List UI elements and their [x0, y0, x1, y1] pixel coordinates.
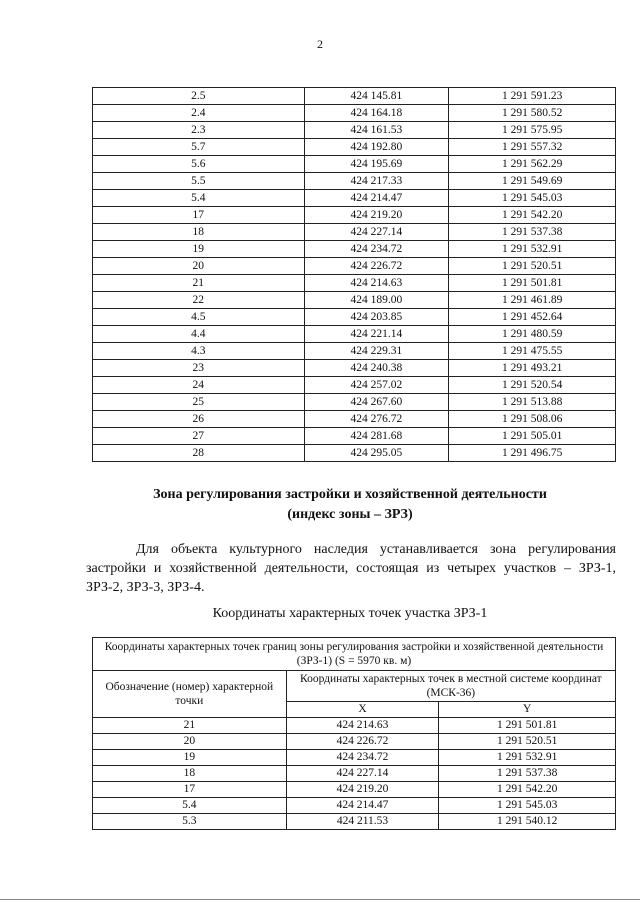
zrz1-row — [93, 782, 616, 798]
point-number: 5.3 — [93, 814, 287, 830]
point-number: 5.5 — [93, 173, 305, 190]
x-coordinate: 424 214.47 — [286, 798, 439, 814]
y-coordinate: 1 291 501.81 — [449, 275, 616, 292]
zrz1-row — [93, 814, 616, 830]
coordinates-row — [93, 105, 616, 122]
y-coordinate: 1 291 532.91 — [439, 750, 616, 766]
coordinates-row — [93, 292, 616, 309]
zone-title: Зона регулирования застройки и хозяйственной деятельности — [153, 487, 547, 502]
zrz1-row — [93, 750, 616, 766]
y-coordinate: 1 291 496.75 — [449, 445, 616, 462]
x-coordinate: 424 189.00 — [304, 292, 449, 309]
y-coordinate: 1 291 520.51 — [439, 734, 616, 750]
column-header-x: X — [286, 702, 439, 718]
zrz1-row — [93, 734, 616, 750]
point-number: 17 — [93, 207, 305, 224]
coordinates-row — [93, 156, 616, 173]
point-number: 20 — [93, 258, 305, 275]
zrz1-table-title: Координаты характерных точек границ зоны регулирования застройки и хозяйственной деятельности (ЗРЗ-1) (S = 5970 кв. м) — [93, 638, 616, 671]
zrz1-row — [93, 718, 616, 734]
zrz1-coordinates-table — [92, 637, 616, 830]
y-coordinate: 1 291 542.20 — [449, 207, 616, 224]
y-coordinate: 1 291 540.12 — [439, 814, 616, 830]
point-number: 21 — [93, 275, 305, 292]
point-number: 2.4 — [93, 105, 305, 122]
point-number: 5.7 — [93, 139, 305, 156]
coordinates-row — [93, 88, 616, 105]
y-coordinate: 1 291 501.81 — [439, 718, 616, 734]
point-number: 2.3 — [93, 122, 305, 139]
coordinates-row — [93, 275, 616, 292]
zrz1-row — [93, 766, 616, 782]
coordinates-row — [93, 241, 616, 258]
point-number: 18 — [93, 766, 287, 782]
y-coordinate: 1 291 513.88 — [449, 394, 616, 411]
zrz1-table-body — [93, 718, 616, 830]
y-coordinate: 1 291 591.23 — [449, 88, 616, 105]
coordinates-row — [93, 309, 616, 326]
y-coordinate: 1 291 505.01 — [449, 428, 616, 445]
point-number: 4.5 — [93, 309, 305, 326]
point-number: 26 — [93, 411, 305, 428]
x-coordinate: 424 267.60 — [304, 394, 449, 411]
coordinates-row — [93, 173, 616, 190]
x-coordinate: 424 211.53 — [286, 814, 439, 830]
y-coordinate: 1 291 562.29 — [449, 156, 616, 173]
y-coordinate: 1 291 532.91 — [449, 241, 616, 258]
y-coordinate: 1 291 545.03 — [439, 798, 616, 814]
point-number: 28 — [93, 445, 305, 462]
coordinates-table-body — [93, 88, 616, 462]
x-coordinate: 424 203.85 — [304, 309, 449, 326]
x-coordinate: 424 234.72 — [304, 241, 449, 258]
coordinates-row — [93, 207, 616, 224]
x-coordinate: 424 295.05 — [304, 445, 449, 462]
coordinates-row — [93, 377, 616, 394]
x-coordinate: 424 217.33 — [304, 173, 449, 190]
coordinates-table-continued — [92, 87, 616, 462]
y-coordinate: 1 291 575.95 — [449, 122, 616, 139]
y-coordinate: 1 291 537.38 — [449, 224, 616, 241]
zrz1-row — [93, 798, 616, 814]
zone-index: (индекс зоны – ЗРЗ) — [287, 507, 413, 522]
point-number: 20 — [93, 734, 287, 750]
coordinates-row — [93, 343, 616, 360]
x-coordinate: 424 219.20 — [304, 207, 449, 224]
y-coordinate: 1 291 549.69 — [449, 173, 616, 190]
y-coordinate: 1 291 520.54 — [449, 377, 616, 394]
x-coordinate: 424 192.80 — [304, 139, 449, 156]
point-number: 5.4 — [93, 798, 287, 814]
y-coordinate: 1 291 537.38 — [439, 766, 616, 782]
x-coordinate: 424 227.14 — [304, 224, 449, 241]
x-coordinate: 424 227.14 — [286, 766, 439, 782]
x-coordinate: 424 226.72 — [286, 734, 439, 750]
point-number: 19 — [93, 750, 287, 766]
point-number: 4.4 — [93, 326, 305, 343]
x-coordinate: 424 214.63 — [304, 275, 449, 292]
column-header-point: Обозначение (номер) характерной точки — [93, 671, 287, 718]
x-coordinate: 424 240.38 — [304, 360, 449, 377]
y-coordinate: 1 291 542.20 — [439, 782, 616, 798]
page-bottom-edge — [0, 899, 640, 900]
coordinates-row — [93, 445, 616, 462]
coordinates-row — [93, 428, 616, 445]
point-number: 5.6 — [93, 156, 305, 173]
x-coordinate: 424 145.81 — [304, 88, 449, 105]
x-coordinate: 424 221.14 — [304, 326, 449, 343]
column-header-y: Y — [439, 702, 616, 718]
x-coordinate: 424 229.31 — [304, 343, 449, 360]
coordinates-row — [93, 258, 616, 275]
x-coordinate: 424 161.53 — [304, 122, 449, 139]
y-coordinate: 1 291 493.21 — [449, 360, 616, 377]
point-number: 19 — [93, 241, 305, 258]
point-number: 4.3 — [93, 343, 305, 360]
x-coordinate: 424 226.72 — [304, 258, 449, 275]
y-coordinate: 1 291 452.64 — [449, 309, 616, 326]
point-number: 21 — [93, 718, 287, 734]
x-coordinate: 424 214.63 — [286, 718, 439, 734]
x-coordinate: 424 214.47 — [304, 190, 449, 207]
column-header-coordinates: Координаты характерных точек в местной системе координат (МСК-36) — [286, 671, 615, 702]
x-coordinate: 424 281.68 — [304, 428, 449, 445]
point-number: 18 — [93, 224, 305, 241]
zone-description: Для объекта культурного наследия устанавливается зона регулирования застройки и хозяйственной деятельности, состоящая из четырех участков – ЗРЗ-1, ЗРЗ-2, ЗРЗ-3, ЗРЗ-4. — [86, 542, 616, 595]
page-number: 2 — [317, 37, 323, 51]
y-coordinate: 1 291 461.89 — [449, 292, 616, 309]
coordinates-row — [93, 360, 616, 377]
point-number: 2.5 — [93, 88, 305, 105]
table-caption: Координаты характерных точек участка ЗРЗ-1 — [212, 606, 488, 621]
coordinates-row — [93, 326, 616, 343]
point-number: 17 — [93, 782, 287, 798]
point-number: 5.4 — [93, 190, 305, 207]
y-coordinate: 1 291 475.55 — [449, 343, 616, 360]
y-coordinate: 1 291 580.52 — [449, 105, 616, 122]
x-coordinate: 424 164.18 — [304, 105, 449, 122]
coordinates-row — [93, 224, 616, 241]
x-coordinate: 424 195.69 — [304, 156, 449, 173]
point-number: 22 — [93, 292, 305, 309]
y-coordinate: 1 291 480.59 — [449, 326, 616, 343]
coordinates-row — [93, 411, 616, 428]
y-coordinate: 1 291 520.51 — [449, 258, 616, 275]
coordinates-row — [93, 190, 616, 207]
y-coordinate: 1 291 557.32 — [449, 139, 616, 156]
x-coordinate: 424 276.72 — [304, 411, 449, 428]
point-number: 23 — [93, 360, 305, 377]
x-coordinate: 424 219.20 — [286, 782, 439, 798]
y-coordinate: 1 291 545.03 — [449, 190, 616, 207]
coordinates-row — [93, 122, 616, 139]
y-coordinate: 1 291 508.06 — [449, 411, 616, 428]
point-number: 24 — [93, 377, 305, 394]
x-coordinate: 424 234.72 — [286, 750, 439, 766]
point-number: 27 — [93, 428, 305, 445]
coordinates-row — [93, 394, 616, 411]
point-number: 25 — [93, 394, 305, 411]
coordinates-row — [93, 139, 616, 156]
x-coordinate: 424 257.02 — [304, 377, 449, 394]
